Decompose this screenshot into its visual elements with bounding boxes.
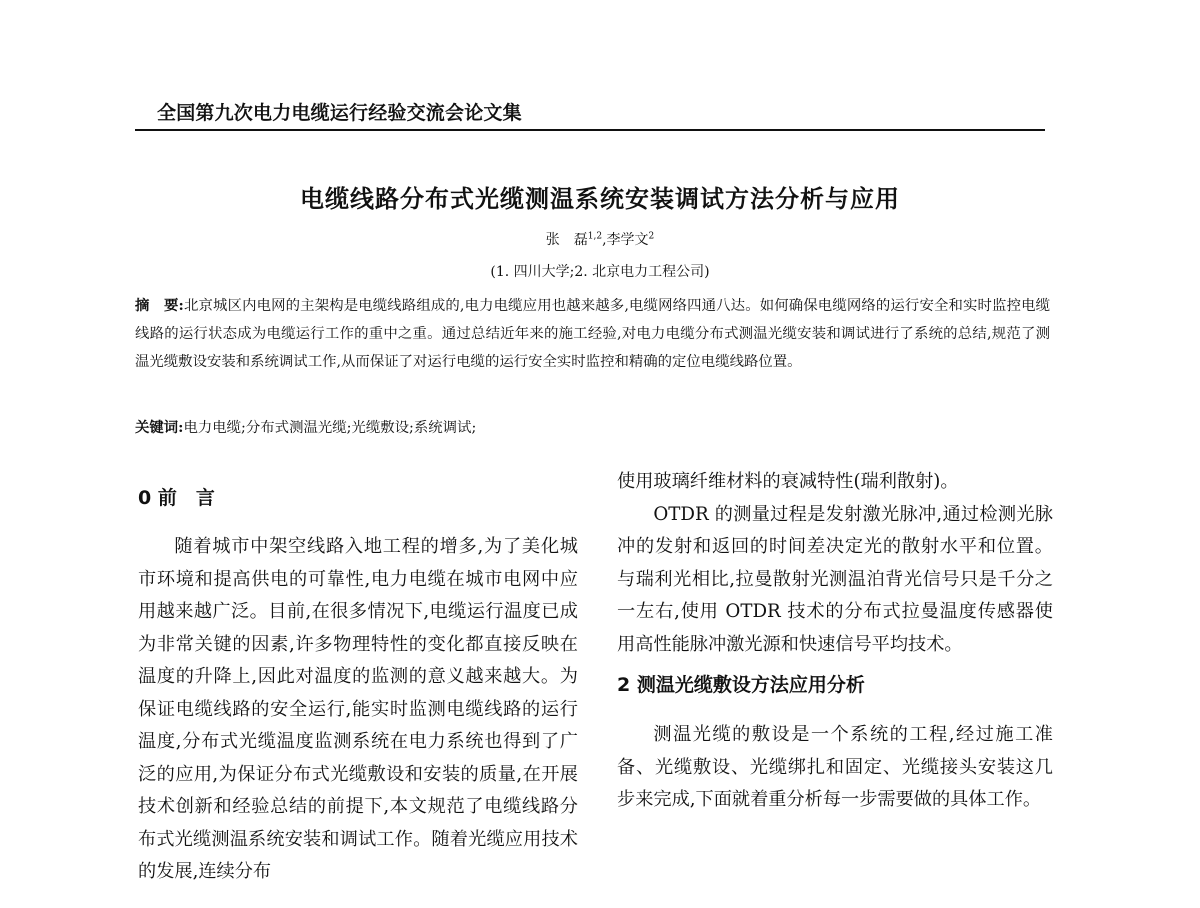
paper-title: 电缆线路分布式光缆测温系统安装调试方法分析与应用 xyxy=(300,185,900,213)
abstract-text: 北京城区内电网的主架构是电缆线路组成的,电力电缆应用也越来越多,电缆网络四通八达。如何确保电缆网络的运行安全和实时监控电缆线路的运行状态成为电缆运行工作的重中之重。通过总结近年来的施工经验,对电力电缆分布式测温光缆安装和调试进行了系统的总结,规范了测温光缆敷设安装和系统调试工作,从而保证了对运行电缆的运行安全实时监控和精确的定位电缆线路位置。 xyxy=(135,298,1050,370)
authors-line xyxy=(0,229,1200,249)
author-2-affil-mark: 2 xyxy=(648,231,655,242)
author-separator: , xyxy=(602,232,607,248)
section-2-paragraph: 测温光缆的敷设是一个系统的工程,经过施工准备、光缆敷设、光缆绑扎和固定、光缆接头安装这几步来完成,下面就着重分析每一步需要做的具体工作。 xyxy=(617,724,1053,810)
section-0-paragraph: 随着城市中架空线路入地工程的增多,为了美化城市环境和提高供电的可靠性,电力电缆在城市电网中应用越来越广泛。目前,在很多情况下,电缆运行温度已成为非常关键的因素,许多物理特性的变化都直接反映在温度的升降上,因此对温度的监测的意义越来越大。为保证电缆线路的安全运行,能实时监测电缆线路的运行温度,分布式光缆温度监测系统在电力系统也得到了广泛的应用,为保证分布式光缆敷设和安装的质量,在开展技术创新和经验总结的前提下,本文规范了电缆线路分布式光缆测温系统安装和调试工作。随着光缆应用技术的发展,连续分布 xyxy=(138,536,578,882)
author-1: 张 磊 xyxy=(545,232,588,248)
continued-paragraph: 使用玻璃纤维材料的衰减特性(瑞利散射)。 xyxy=(617,471,959,492)
keywords-label: 关键词: xyxy=(135,419,184,436)
author-2: 李学文 xyxy=(606,232,649,248)
section-0-heading: 0 前 言 xyxy=(138,487,215,509)
keywords-text: 电力电缆;分布式测温光缆;光缆敷设;系统调试; xyxy=(183,420,477,436)
affiliations: (1. 四川大学;2. 北京电力工程公司) xyxy=(490,264,710,280)
author-1-affil-mark: 1,2 xyxy=(587,231,603,242)
header-rule xyxy=(135,129,1045,131)
running-head: 全国第九次电力电缆运行经验交流会论文集 xyxy=(157,102,522,124)
otdr-paragraph: OTDR 的测量过程是发射激光脉冲,通过检测光脉冲的发射和返回的时间差决定光的散射水平和位置。与瑞利光相比,拉曼散射光测温泊背光信号只是千分之一左右,使用 OTDR 技术的分布式拉曼温度传感器使用高性能脉冲激光源和快速信号平均技术。 xyxy=(617,503,1053,655)
keywords xyxy=(135,414,476,442)
section-2-heading: 2 测温光缆敷设方法应用分析 xyxy=(617,674,865,696)
left-column xyxy=(138,482,578,889)
abstract-label: 摘 要: xyxy=(135,297,184,314)
right-column xyxy=(617,466,1053,817)
abstract xyxy=(135,292,1050,376)
